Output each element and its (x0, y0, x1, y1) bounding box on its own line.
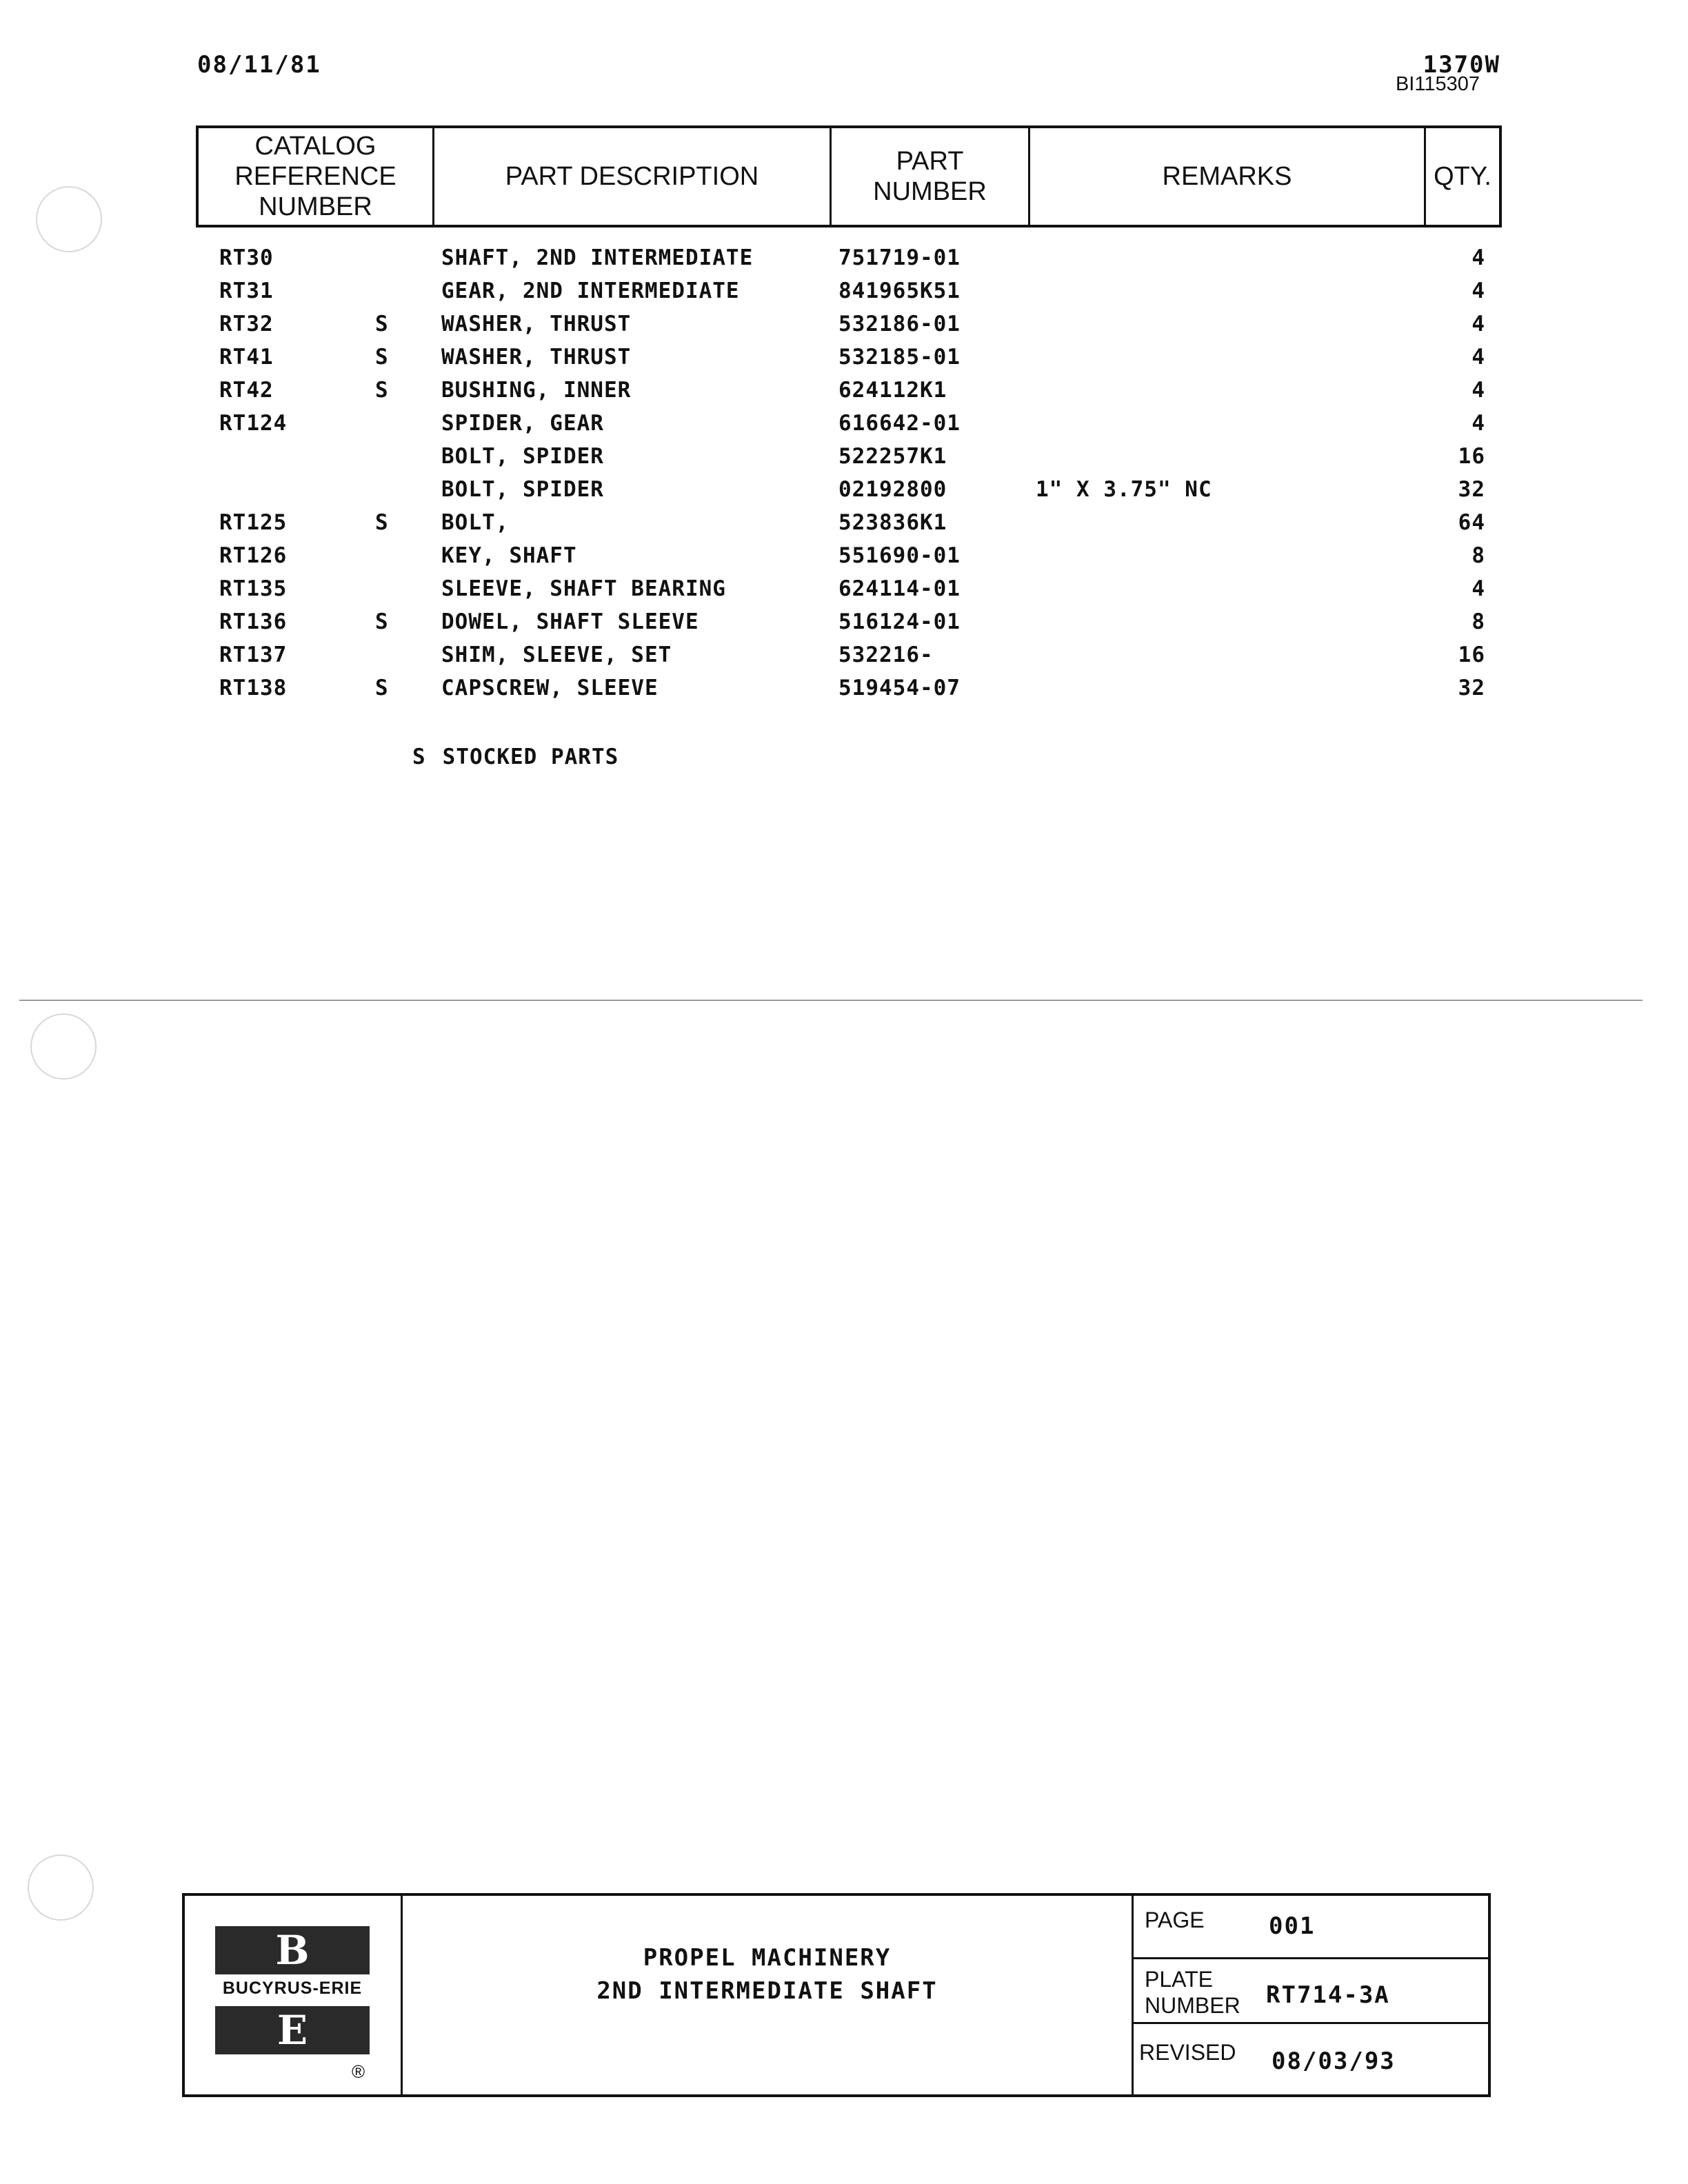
part-description: BOLT, SPIDER (441, 477, 604, 502)
table-row (0, 378, 1688, 411)
part-qty: 4 (1471, 576, 1485, 601)
part-number: 551690-01 (838, 543, 961, 568)
table-row (0, 609, 1688, 643)
part-ref: RT137 (219, 643, 288, 667)
part-ref: RT32 (219, 312, 274, 336)
part-ref: RT124 (219, 411, 288, 436)
part-ref: RT31 (219, 279, 274, 303)
part-qty: 16 (1458, 444, 1485, 469)
part-number: 624114-01 (838, 576, 961, 601)
title-block (182, 1893, 1491, 2097)
part-qty: 8 (1471, 543, 1485, 568)
print-date: 08/11/81 (197, 51, 321, 79)
logo-e-mark: E (215, 2006, 370, 2054)
part-qty: 4 (1471, 411, 1485, 436)
part-number: 624112K1 (838, 378, 947, 403)
part-ref: RT136 (219, 609, 288, 634)
table-row (0, 576, 1688, 609)
legend (412, 745, 619, 769)
logo-company-name: BUCYRUS-ERIE (222, 1979, 363, 1998)
part-remarks: 1" X 3.75" NC (1036, 477, 1212, 502)
part-ref: RT135 (219, 576, 288, 601)
column-header-remarks: REMARKS (1030, 128, 1426, 225)
legend-text: STOCKED PARTS (442, 745, 619, 769)
column-header-description: PART DESCRIPTION (434, 128, 832, 225)
punch-hole (36, 186, 102, 252)
part-number: 522257K1 (838, 444, 947, 469)
part-qty: 32 (1458, 477, 1485, 502)
column-header-catalog-ref: CATALOG REFERENCE NUMBER (199, 128, 434, 225)
part-description: KEY, SHAFT (441, 543, 577, 568)
part-ref: RT126 (219, 543, 288, 568)
table-row (0, 543, 1688, 576)
table-row (0, 643, 1688, 676)
part-description: BOLT, (441, 510, 510, 535)
table-row (0, 411, 1688, 444)
part-ref: RT138 (219, 676, 288, 700)
table-row (0, 676, 1688, 709)
table-row (0, 345, 1688, 378)
part-qty: 32 (1458, 676, 1485, 700)
part-description: SPIDER, GEAR (441, 411, 604, 436)
table-row (0, 444, 1688, 477)
part-qty: 64 (1458, 510, 1485, 535)
part-qty: 4 (1471, 345, 1485, 370)
part-number: 02192800 (838, 477, 947, 502)
part-number: 532216- (838, 643, 934, 667)
revised-value: 08/03/93 (1272, 2048, 1396, 2075)
stocked-flag: S (375, 312, 389, 336)
stocked-flag: S (375, 378, 389, 403)
model-number: 1370W (1423, 51, 1500, 79)
part-qty: 8 (1471, 609, 1485, 634)
revised-row (1134, 2024, 1491, 2097)
part-ref: RT30 (219, 245, 274, 270)
title-line-1: PROPEL MACHINERY (643, 1944, 892, 1972)
part-number: 519454-07 (838, 676, 961, 700)
part-number: 751719-01 (838, 245, 961, 270)
part-qty: 4 (1471, 312, 1485, 336)
stocked-flag: S (375, 345, 389, 370)
table-row (0, 477, 1688, 510)
part-description: BOLT, SPIDER (441, 444, 604, 469)
punch-hole (28, 1854, 94, 1921)
part-number: 516124-01 (838, 609, 961, 634)
revised-label: REVISED (1139, 2040, 1236, 2065)
part-qty: 4 (1471, 245, 1485, 270)
punch-hole (30, 1013, 97, 1080)
page-value: 001 (1269, 1912, 1316, 1940)
part-number: 532186-01 (838, 312, 961, 336)
part-qty: 16 (1458, 643, 1485, 667)
column-header-part-number: PART NUMBER (832, 128, 1030, 225)
page-divider (19, 1000, 1642, 1001)
parts-list (0, 245, 1688, 709)
stocked-flag: S (375, 676, 389, 700)
table-row (0, 312, 1688, 345)
part-number: 523836K1 (838, 510, 947, 535)
part-description: SLEEVE, SHAFT BEARING (441, 576, 726, 601)
part-ref: RT125 (219, 510, 288, 535)
plate-number-label: PLATE NUMBER (1145, 1967, 1240, 2018)
stocked-flag: S (375, 609, 389, 634)
table-row (0, 279, 1688, 312)
part-number: 841965K51 (838, 279, 961, 303)
plate-info (1134, 1896, 1491, 2094)
column-header-qty: QTY. (1434, 162, 1491, 191)
table-row (0, 245, 1688, 279)
part-description: WASHER, THRUST (441, 345, 632, 370)
page-row (1134, 1896, 1491, 1959)
plate-title (403, 1896, 1134, 2094)
part-ref: RT41 (219, 345, 274, 370)
part-number: 532185-01 (838, 345, 961, 370)
part-description: GEAR, 2ND INTERMEDIATE (441, 279, 740, 303)
part-description: SHAFT, 2ND INTERMEDIATE (441, 245, 754, 270)
part-description: WASHER, THRUST (441, 312, 632, 336)
part-number: 616642-01 (838, 411, 961, 436)
stocked-flag: S (375, 510, 389, 535)
plate-number-value: RT714-3A (1266, 1981, 1390, 2009)
table-row (0, 510, 1688, 543)
part-description: SHIM, SLEEVE, SET (441, 643, 672, 667)
part-qty: 4 (1471, 378, 1485, 403)
registered-mark: ® (352, 2061, 365, 2082)
logo-b-mark: B (215, 1926, 370, 1974)
part-description: CAPSCREW, SLEEVE (441, 676, 659, 700)
part-description: BUSHING, INNER (441, 378, 632, 403)
part-description: DOWEL, SHAFT SLEEVE (441, 609, 699, 634)
legend-key: S (412, 745, 426, 769)
title-line-2: 2ND INTERMEDIATE SHAFT (596, 1977, 938, 2005)
plate-number-row (1134, 1959, 1491, 2024)
document-id: BI115307 (1395, 73, 1480, 95)
part-qty: 4 (1471, 279, 1485, 303)
company-logo (185, 1896, 403, 2094)
parts-table-header (196, 125, 1502, 228)
page-label: PAGE (1145, 1908, 1205, 1932)
part-ref: RT42 (219, 378, 274, 403)
